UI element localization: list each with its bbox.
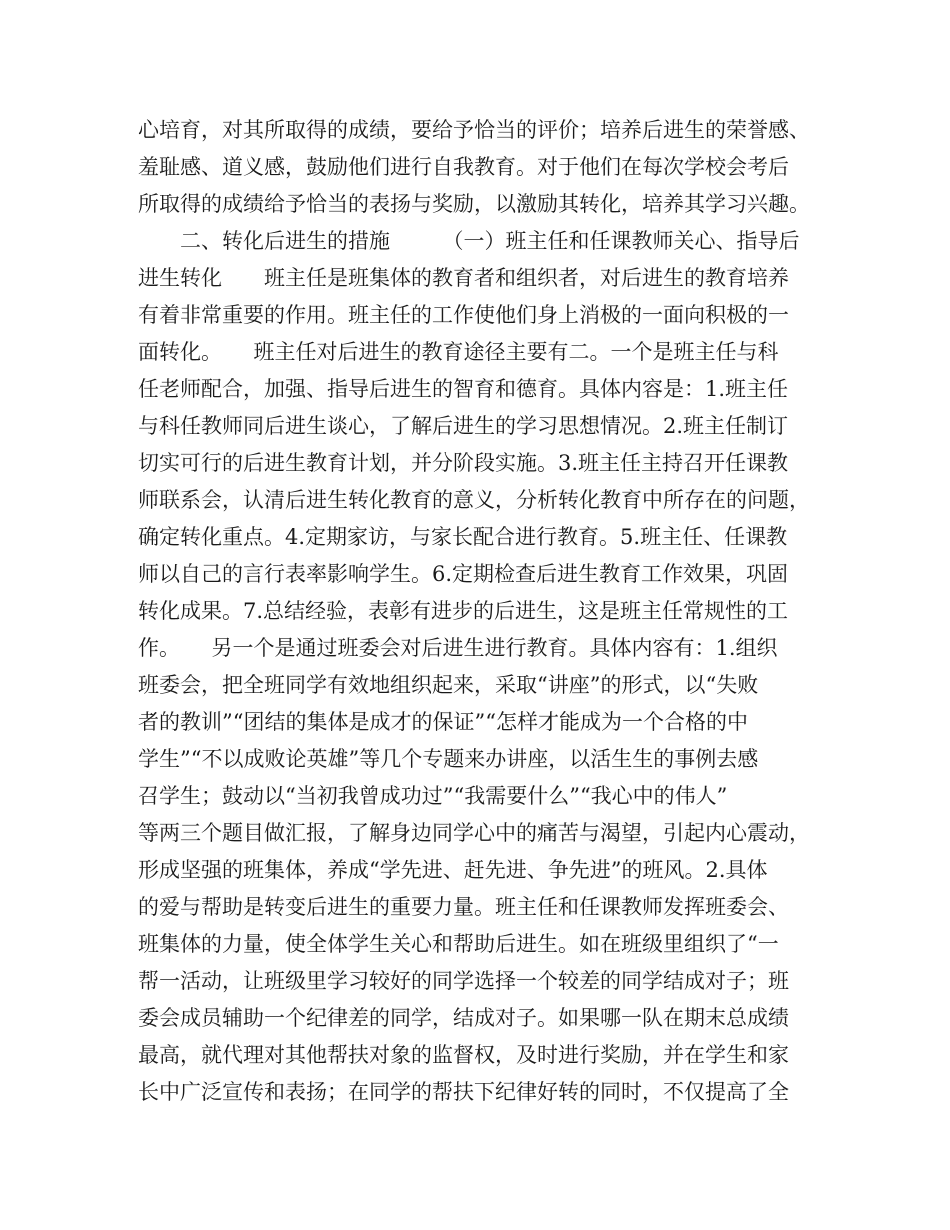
text-line: 召学生；鼓动以“当初我曾成功过”“我需要什么”“我心中的伟人”	[138, 784, 728, 808]
text-line: 与科任教师同后进生谈心，了解后进生的学习思想情况。2.班主任制订	[138, 414, 789, 438]
text-line: 转化成果。7.总结经验，表彰有进步的后进生，这是班主任常规性的工	[138, 599, 789, 623]
text-line: 最高，就代理对其他帮扶对象的监督权，及时进行奖励，并在学生和家	[138, 1043, 789, 1067]
text-line: 等两三个题目做汇报，了解身边同学心中的痛苦与渴望，引起内心震动，	[138, 821, 810, 845]
text-line: 师以自己的言行表率影响学生。6.定期检查后进生教育工作效果，巩固	[138, 562, 789, 586]
text-line: 长中广泛宣传和表扬；在同学的帮扶下纪律好转的同时，不仅提高了全	[138, 1080, 789, 1104]
text-line: 形成坚强的班集体，养成“学先进、赶先进、争先进”的班风。2.具体	[138, 858, 768, 882]
text-line: 所取得的成绩给予恰当的表扬与奖励，以激励其转化，培养其学习兴趣。	[138, 192, 810, 216]
text-line: 进生转化 班主任是班集体的教育者和组织者，对后进生的教育培养	[138, 266, 789, 290]
body-text	[138, 112, 828, 1111]
text-line: 任老师配合，加强、指导后进生的智育和德育。具体内容是：1.班主任	[138, 377, 789, 401]
text-line: 面转化。 班主任对后进生的教育途径主要有二。一个是班主任与科	[138, 340, 779, 364]
text-line: 羞耻感、道义感，鼓励他们进行自我教育。对于他们在每次学校会考后	[138, 155, 789, 179]
text-line: 作。 另一个是通过班委会对后进生进行教育。具体内容有：1.组织	[138, 636, 778, 660]
section-heading-line: 二、转化后进生的措施 （一）班主任和任课教师关心、指导后	[138, 229, 800, 253]
text-line: 委会成员辅助一个纪律差的同学，结成对子。如果哪一队在期末总成绩	[138, 1006, 789, 1030]
text-line: 班委会，把全班同学有效地组织起来，采取“讲座”的形式，以“失败	[138, 673, 759, 697]
text-line: 师联系会，认清后进生转化教育的意义，分析转化教育中所存在的问题，	[138, 488, 810, 512]
text-line: 学生”“不以成败论英雄”等几个专题来办讲座，以活生生的事例去感	[138, 747, 759, 771]
text-line: 确定转化重点。4.定期家访，与家长配合进行教育。5.班主任、任课教	[138, 525, 788, 549]
text-line: 心培育，对其所取得的成绩，要给予恰当的评价；培养后进生的荣誉感、	[138, 118, 810, 142]
text-line: 者的教训”“团结的集体是成才的保证”“怎样才能成为一个合格的中	[138, 710, 748, 734]
text-line: 有着非常重要的作用。班主任的工作使他们身上消极的一面向积极的一	[138, 303, 789, 327]
text-line: 的爱与帮助是转变后进生的重要力量。班主任和任课教师发挥班委会、	[138, 895, 789, 919]
text-line: 切实可行的后进生教育计划，并分阶段实施。3.班主任主持召开任课教	[138, 451, 789, 475]
text-line: 帮一活动，让班级里学习较好的同学选择一个较差的同学结成对子；班	[138, 969, 789, 993]
text-line: 班集体的力量，使全体学生关心和帮助后进生。如在班级里组织了“一	[138, 932, 779, 956]
